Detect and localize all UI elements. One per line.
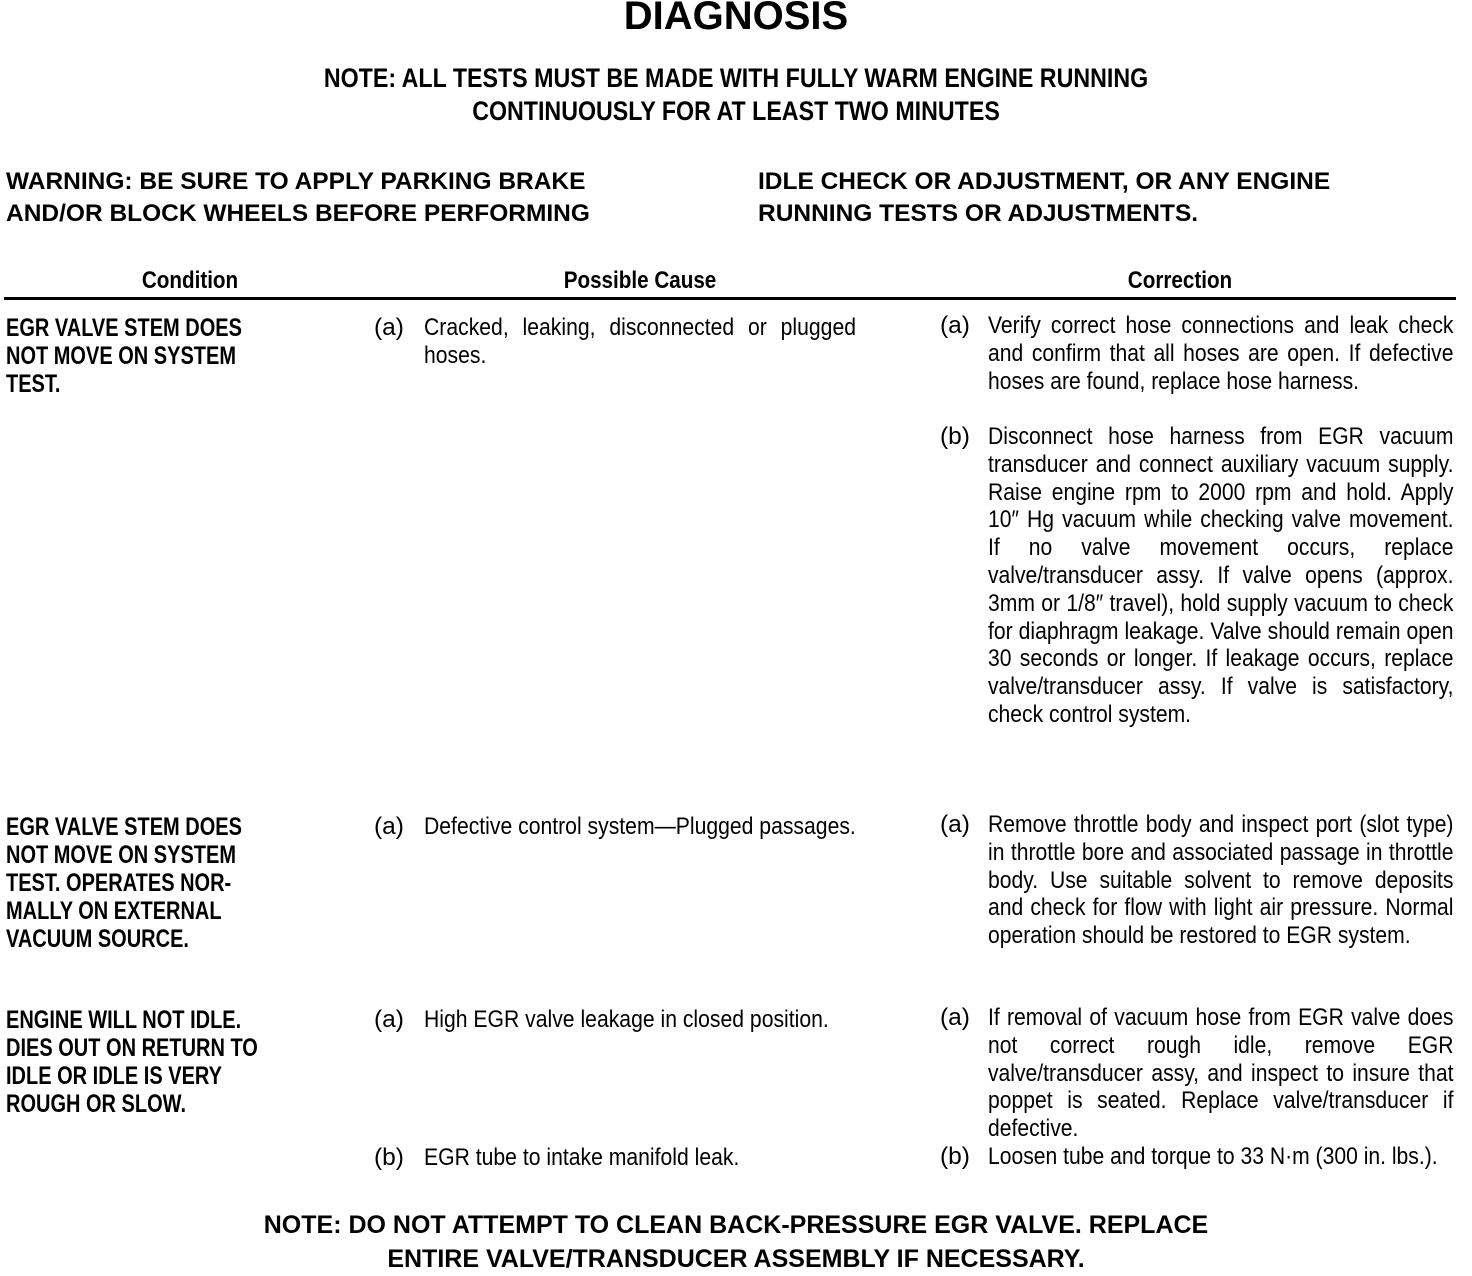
condition-line: EGR VALVE STEM DOES bbox=[6, 813, 242, 841]
warning-right-line-1: IDLE CHECK OR ADJUSTMENT, OR ANY ENGINE bbox=[758, 168, 1331, 195]
condition-line: ENGINE WILL NOT IDLE. bbox=[6, 1006, 242, 1034]
condition-line: EGR VALVE STEM DOES bbox=[6, 314, 242, 342]
item-label: (a) bbox=[940, 1004, 970, 1031]
condition-line: NOT MOVE ON SYSTEM bbox=[6, 342, 237, 370]
condition-line: MALLY ON EXTERNAL bbox=[6, 897, 222, 925]
column-header-possible-cause: Possible Cause bbox=[563, 267, 717, 294]
top-note bbox=[103, 62, 1369, 128]
item-label: (b) bbox=[374, 1144, 404, 1171]
condition-line: NOT MOVE ON SYSTEM bbox=[6, 841, 237, 869]
item-label: (a) bbox=[940, 312, 970, 339]
header-divider bbox=[4, 297, 1456, 300]
condition-row-3 bbox=[6, 1006, 270, 1118]
bottom-note bbox=[0, 1208, 1472, 1276]
condition-line: VACUUM SOURCE. bbox=[6, 925, 189, 953]
bottom-note-line-2: ENTIRE VALVE/TRANSDUCER ASSEMBLY IF NECESSARY. bbox=[387, 1245, 1085, 1273]
item-label: (a) bbox=[374, 1006, 404, 1033]
item-label: (b) bbox=[940, 1143, 970, 1170]
page-title: DIAGNOSIS bbox=[623, 0, 849, 38]
correction-text: Disconnect hose harness from EGR vacuum transducer and connect auxiliary vacuum supply. Raise engine rpm to 2000 rpm and hold. Apply 10″ Hg vacuum while checking valve movement. If no valve movement occurs, replace valve/transducer assy. If valve opens (approx. 3mm or 1/8″ travel), hold supply vacuum to check for diaphragm leakage. Valve should remain open 30 seconds or longer. If leakage occurs, replace valve/transducer assy. If valve is satisfactory, check control system. bbox=[988, 423, 1454, 728]
item-label: (b) bbox=[940, 423, 970, 450]
correction-text: Remove throttle body and inspect port (slot type) in throttle bore and associated passage in throttle body. Use suitable solvent to remove deposits and check for flow with light air pressure. Normal operation should be restored to EGR system. bbox=[988, 811, 1454, 950]
correction-text: Verify correct hose connections and leak check and confirm that all hoses are open. If defective hoses are found, replace hose harness. bbox=[988, 312, 1454, 395]
item-label: (a) bbox=[374, 813, 404, 840]
column-header-condition: Condition bbox=[141, 267, 239, 294]
warning-right-line-2: RUNNING TESTS OR ADJUSTMENTS. bbox=[758, 200, 1199, 227]
warning-left-line-2: AND/OR BLOCK WHEELS BEFORE PERFORMING bbox=[6, 200, 590, 227]
warning-right bbox=[758, 166, 1330, 230]
item-label: (a) bbox=[940, 811, 970, 838]
cause-text: High EGR valve leakage in closed position. bbox=[424, 1006, 829, 1033]
column-header-correction: Correction bbox=[1127, 267, 1233, 294]
condition-line: IDLE OR IDLE IS VERY bbox=[6, 1062, 222, 1090]
warning-left-line-1: WARNING: BE SURE TO APPLY PARKING BRAKE bbox=[6, 168, 586, 195]
correction-text: Loosen tube and torque to 33 N·m (300 in. lbs.). bbox=[988, 1143, 1438, 1170]
condition-row-1 bbox=[6, 314, 270, 398]
condition-line: DIES OUT ON RETURN TO bbox=[6, 1034, 258, 1062]
top-note-line-1: NOTE: ALL TESTS MUST BE MADE WITH FULLY WARM ENGINE RUNNING bbox=[323, 63, 1149, 93]
condition-line: TEST. OPERATES NOR- bbox=[6, 869, 232, 897]
correction-text: If removal of vacuum hose from EGR valve does not correct rough idle, remove EGR valve/transducer assy, and inspect to insure that poppet is seated. Replace valve/transducer if defective. bbox=[988, 1004, 1454, 1143]
cause-text: Defective control system—Plugged passages. bbox=[424, 813, 856, 840]
condition-line: ROUGH OR SLOW. bbox=[6, 1090, 186, 1118]
cause-text: EGR tube to intake manifold leak. bbox=[424, 1144, 740, 1171]
cause-text: Cracked, leaking, disconnected or plugged hoses. bbox=[424, 314, 856, 369]
condition-row-2 bbox=[6, 813, 270, 953]
top-note-line-2: CONTINUOUSLY FOR AT LEAST TWO MINUTES bbox=[472, 96, 1000, 126]
condition-line: TEST. bbox=[6, 370, 61, 398]
item-label: (a) bbox=[374, 314, 404, 341]
warning-left bbox=[6, 166, 590, 230]
bottom-note-line-1: NOTE: DO NOT ATTEMPT TO CLEAN BACK-PRESSURE EGR VALVE. REPLACE bbox=[263, 1211, 1209, 1239]
